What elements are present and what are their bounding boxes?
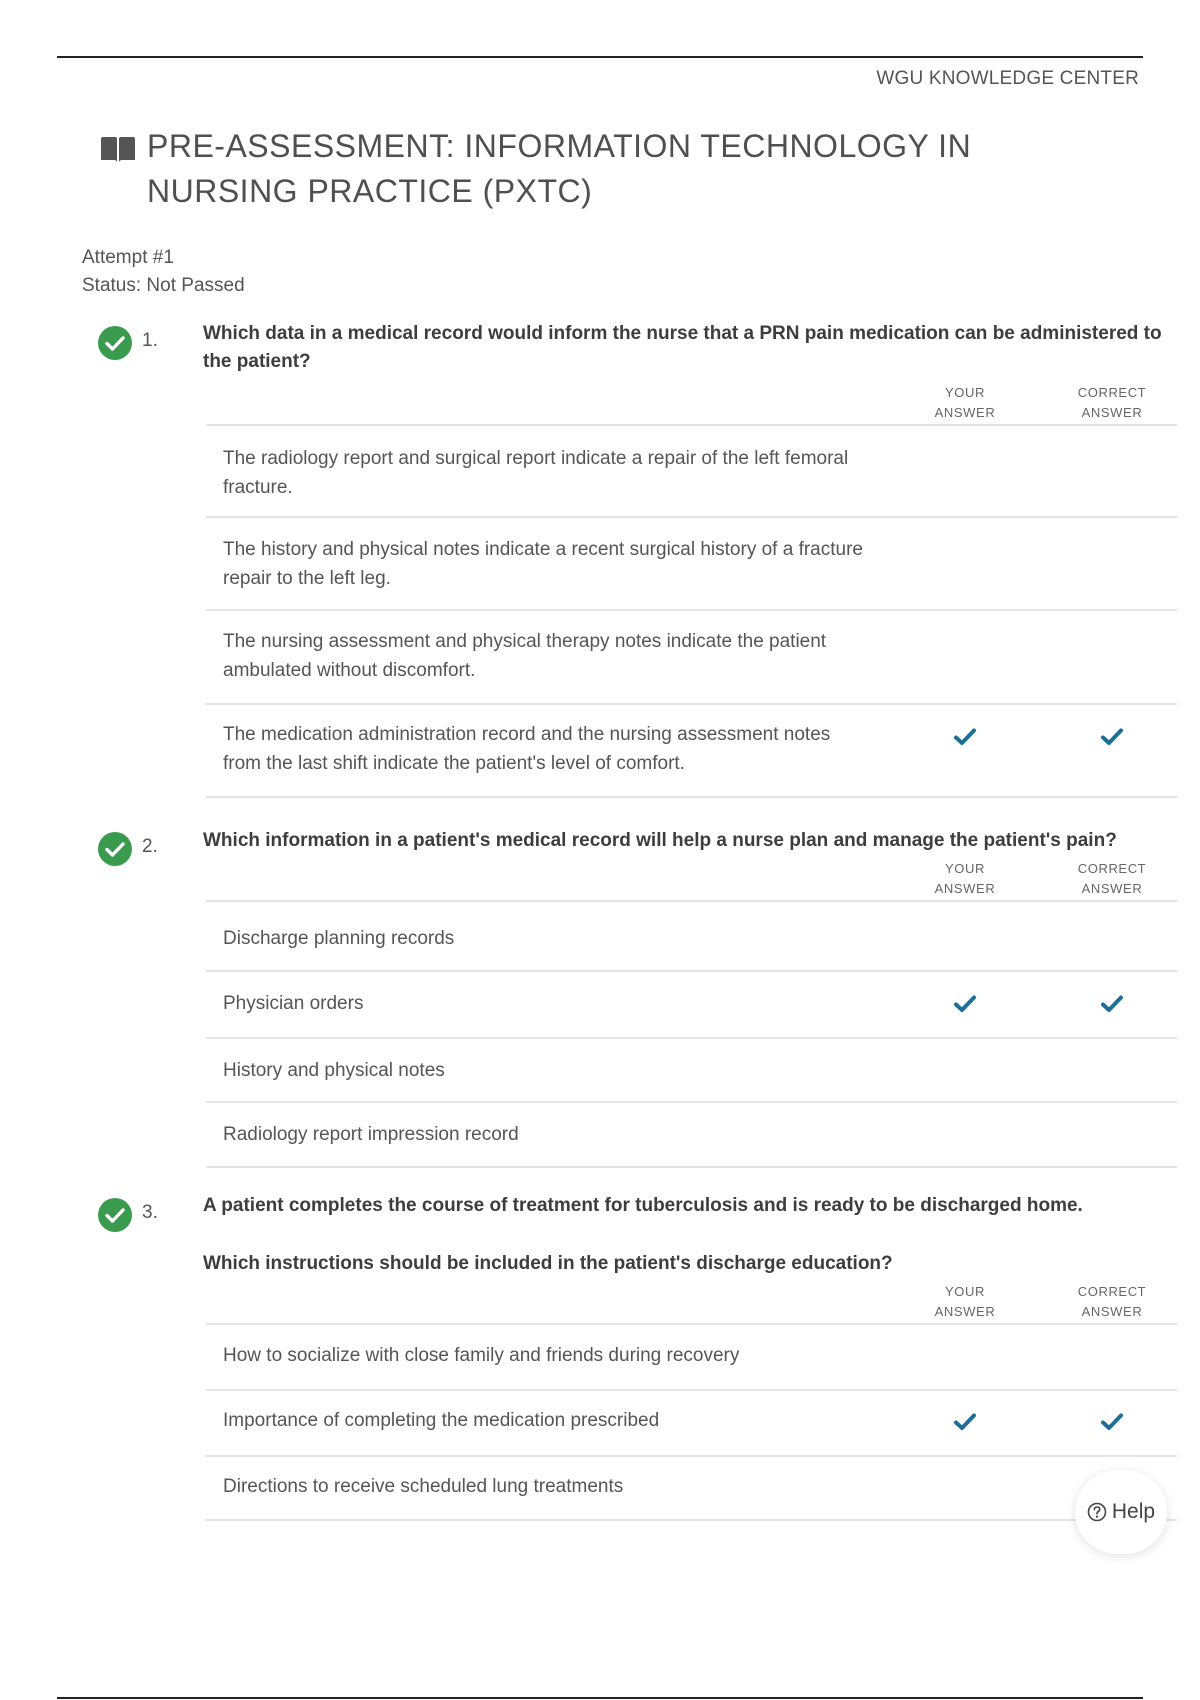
- question-prompt: [203, 827, 1163, 855]
- question-number: 1.: [142, 330, 158, 351]
- answer-text: Directions to receive scheduled lung treatments: [223, 1476, 624, 1497]
- answer-text: The medication administration record and the nursing assessment notes from the last shift indicate the patient's level of comfort.: [223, 724, 831, 774]
- question-prompt-text-2: Which instructions should be included in the patient's discharge education?: [203, 1253, 893, 1274]
- question-prompt: [203, 1192, 1163, 1278]
- your-answer-header: YOUR ANSWER: [934, 861, 996, 896]
- book-icon: [100, 136, 136, 164]
- correct-answer-checkmark-icon: [1100, 727, 1124, 747]
- check-circle-icon: [98, 1198, 132, 1232]
- answer-text: The nursing assessment and physical therapy notes indicate the patient ambulated without discomfort.: [223, 631, 827, 681]
- attempt-info: [82, 244, 245, 300]
- site-name: WGU KNOWLEDGE CENTER: [876, 68, 1139, 89]
- correct-answer-header: CORRECT ANSWER: [1077, 861, 1147, 896]
- correct-answer-header: CORRECT ANSWER: [1077, 1284, 1147, 1319]
- your-answer-header: YOUR ANSWER: [934, 1284, 996, 1319]
- correct-answer-checkmark-icon: [1100, 994, 1124, 1014]
- answer-row: [206, 705, 1177, 798]
- help-label: Help: [1111, 1500, 1156, 1523]
- answer-text: Radiology report impression record: [223, 1124, 519, 1145]
- answer-row: [206, 972, 1177, 1039]
- help-button[interactable]: [1075, 1470, 1167, 1554]
- answer-text: Physician orders: [223, 993, 364, 1014]
- answer-text: The history and physical notes indicate a recent surgical history of a fracture repair to the left leg.: [223, 539, 863, 589]
- attempt-number: Attempt #1: [82, 247, 174, 268]
- question-number: 2.: [142, 836, 158, 857]
- attempt-status: Status: Not Passed: [82, 275, 245, 296]
- question-prompt: [203, 320, 1163, 376]
- your-answer-checkmark-icon: [953, 994, 977, 1014]
- answer-row: [206, 1457, 1177, 1521]
- correct-answer-checkmark-icon: [1100, 1412, 1124, 1432]
- answer-row: [206, 518, 1177, 611]
- answer-row: [206, 1103, 1177, 1168]
- answer-row: [206, 426, 1177, 518]
- answer-text: Importance of completing the medication prescribed: [223, 1410, 660, 1431]
- answer-row: [206, 1039, 1177, 1103]
- answer-row: [206, 902, 1177, 972]
- answer-text: How to socialize with close family and friends during recovery: [223, 1345, 740, 1366]
- title-block: [100, 124, 1130, 214]
- answer-table: [206, 424, 1177, 798]
- correct-answer-header: CORRECT ANSWER: [1077, 385, 1147, 420]
- answer-table: [206, 1323, 1177, 1521]
- check-circle-icon: [98, 326, 132, 360]
- your-answer-checkmark-icon: [953, 727, 977, 747]
- question-prompt-text: Which information in a patient's medical record will help a nurse plan and manage the patient's pain?: [203, 830, 1117, 851]
- bottom-rule: [57, 1697, 1143, 1699]
- answer-row: [206, 1325, 1177, 1391]
- answer-text: The radiology report and surgical report indicate a repair of the left femoral fracture.: [223, 448, 849, 498]
- answer-row: [206, 611, 1177, 705]
- question-number: 3.: [142, 1202, 158, 1223]
- top-rule: [57, 56, 1143, 58]
- check-circle-icon: [98, 832, 132, 866]
- your-answer-checkmark-icon: [953, 1412, 977, 1432]
- question-prompt-text: Which data in a medical record would inform the nurse that a PRN pain medication can be administered to the patient?: [203, 323, 1162, 372]
- answer-text: History and physical notes: [223, 1060, 445, 1081]
- answer-text: Discharge planning records: [223, 928, 455, 949]
- page-title: PRE-ASSESSMENT: INFORMATION TECHNOLOGY IN NURSING PRACTICE (PXTC): [147, 128, 972, 209]
- question-prompt-text: A patient completes the course of treatment for tuberculosis and is ready to be discharged home.: [203, 1195, 1083, 1216]
- your-answer-header: YOUR ANSWER: [934, 385, 996, 420]
- answer-row: [206, 1391, 1177, 1457]
- question-circle-icon: [1087, 1502, 1107, 1522]
- answer-table: [206, 900, 1177, 1168]
